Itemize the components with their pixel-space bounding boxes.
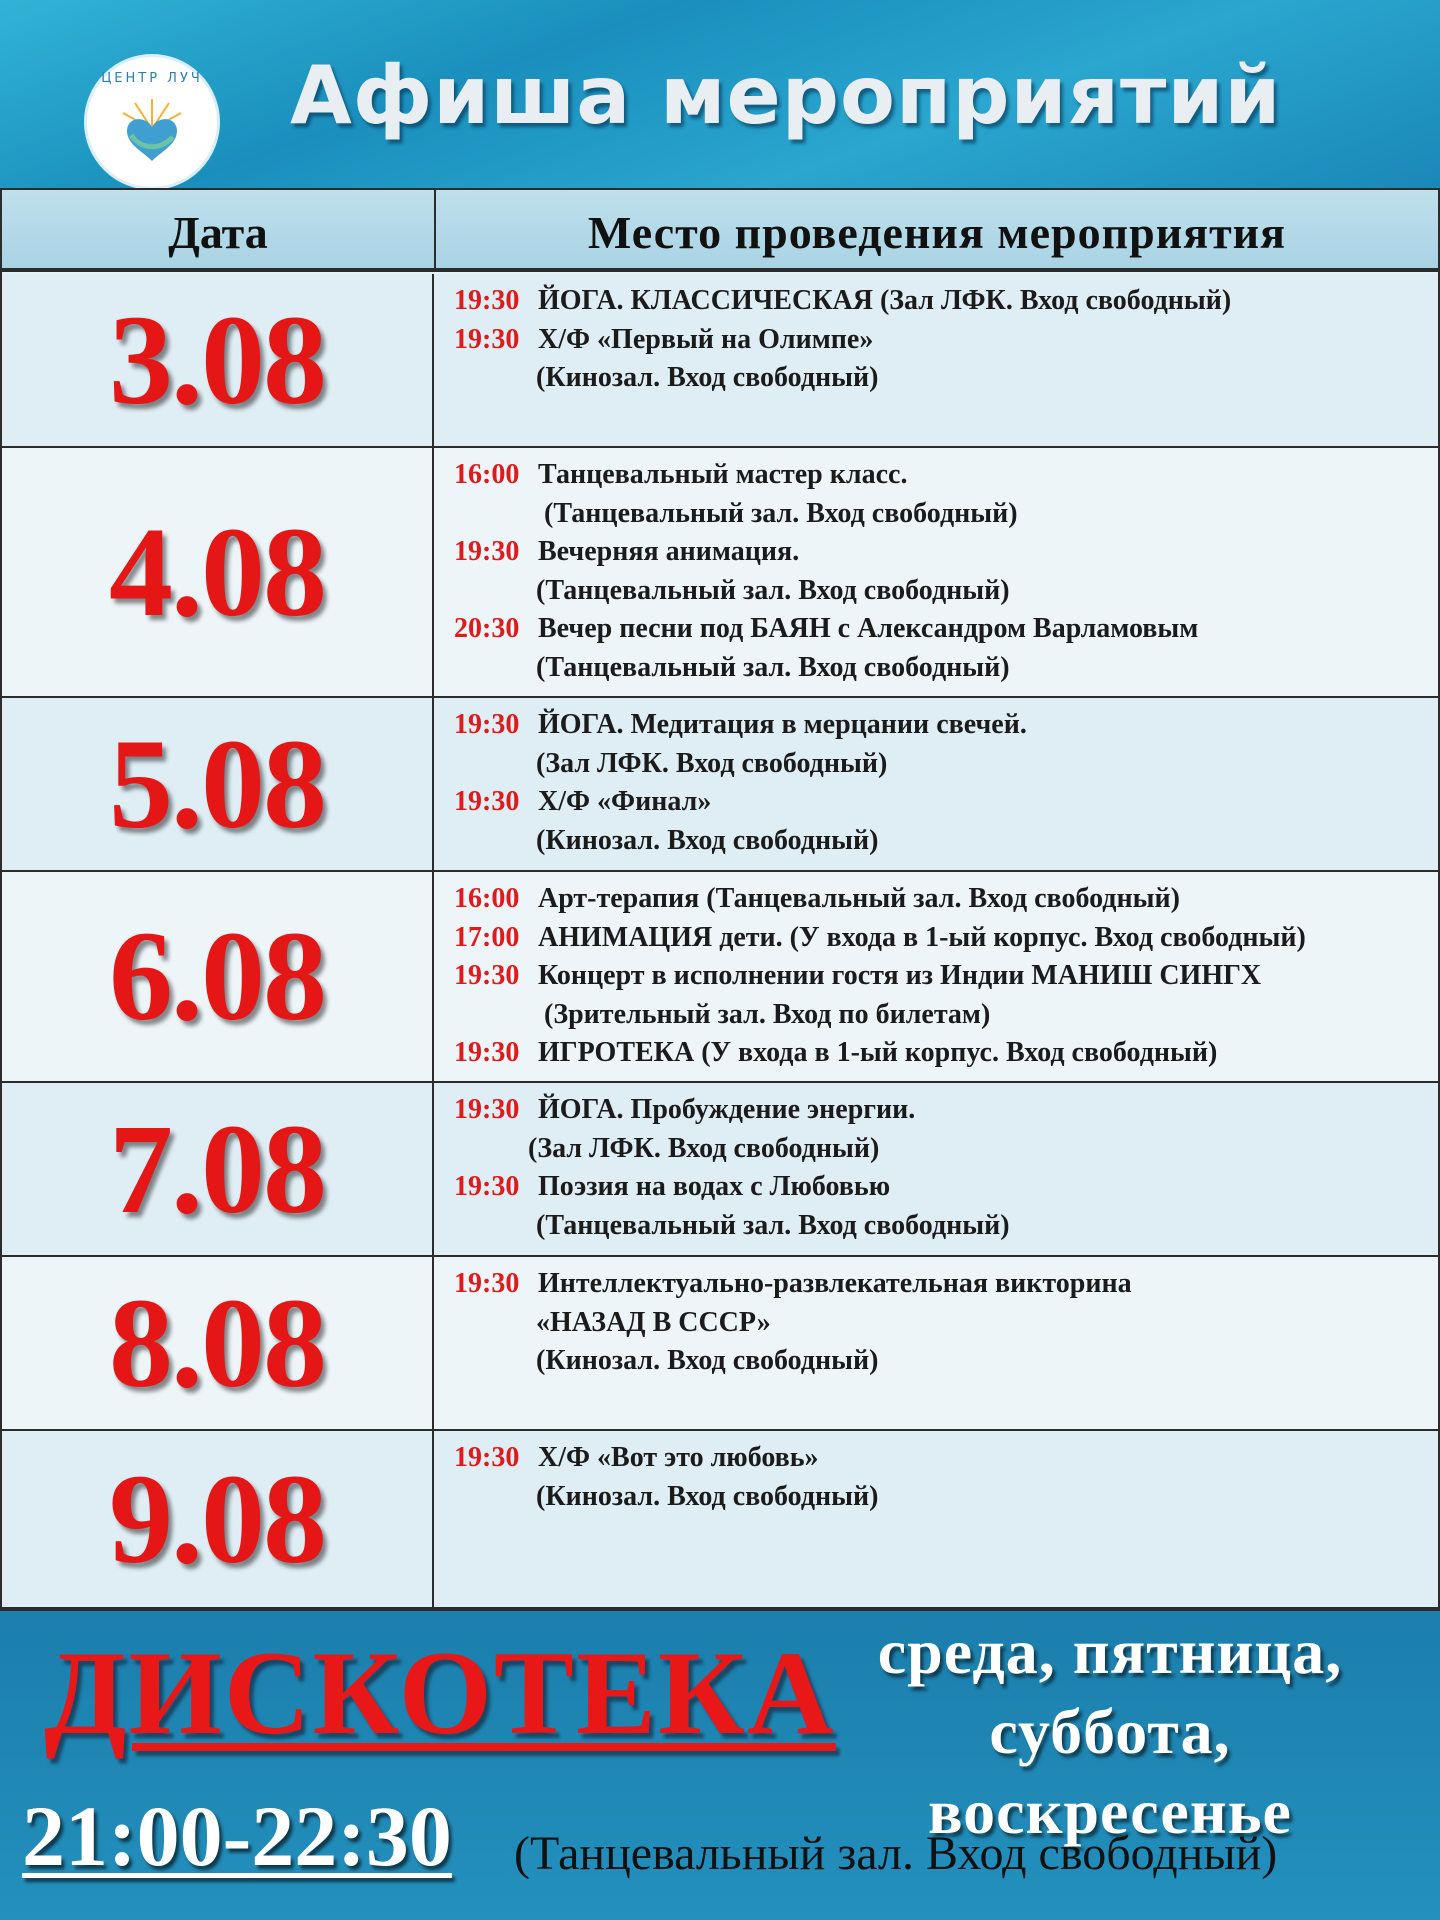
event-line [454, 1091, 1428, 1130]
event-title: Танцевальный мастер класс. [538, 459, 908, 490]
event-line [454, 321, 1428, 360]
table-row [2, 698, 1438, 872]
event-title: ЙОГА. Пробуждение энергии. [538, 1094, 916, 1125]
event-time: 19:30 [454, 285, 520, 316]
event-list [454, 1091, 1428, 1245]
event-title: Вечер песни под БАЯН с Александром Варламовым [538, 613, 1199, 644]
table-header [2, 190, 1438, 272]
event-title: Х/Ф «Вот это любовь» [538, 1442, 819, 1473]
event-list [454, 1439, 1428, 1516]
event-time: 16:00 [454, 883, 520, 914]
event-location: (Кинозал. Вход свободный) [536, 362, 879, 393]
event-date: 3.08 [2, 274, 434, 446]
event-line [454, 1034, 1428, 1073]
table-row [2, 1083, 1438, 1257]
disco-title: ДИСКОТЕКА [44, 1626, 836, 1759]
event-title: Х/Ф «Первый на Олимпе» [538, 323, 874, 355]
event-title: ЙОГА. КЛАССИЧЕСКАЯ (Зал ЛФК. Вход свободный) [538, 285, 1232, 316]
table-row [2, 1257, 1438, 1431]
event-line [454, 533, 1428, 572]
event-title: Вечерняя анимация. [538, 536, 800, 567]
event-location: (Зал ЛФК. Вход свободный) [528, 1132, 880, 1164]
event-time: 19:30 [454, 786, 520, 817]
event-time: 19:30 [454, 709, 520, 740]
disco-day-line: суббота, [989, 1696, 1231, 1767]
event-list [454, 880, 1428, 1073]
event-title: Арт-терапия (Танцевальный зал. Вход свободный) [538, 883, 1180, 914]
event-line [454, 880, 1428, 919]
table-row [2, 872, 1438, 1083]
event-title: Поэзия на водах с Любовью [538, 1171, 891, 1202]
event-list [454, 1265, 1428, 1381]
page-title: Афиша мероприятий [290, 49, 1282, 142]
event-title: Интеллектуально-развлекательная викторина [538, 1268, 1132, 1299]
disco-place: (Танцевальный зал. Вход свободный) [514, 1827, 1278, 1880]
table-row [2, 1431, 1438, 1609]
event-list [454, 456, 1428, 687]
event-title: ИГРОТЕКА (У входа в 1-ый корпус. Вход свободный) [538, 1037, 1218, 1068]
event-title: ЙОГА. Медитация в мерцании свечей. [538, 709, 1027, 740]
event-line [454, 1265, 1428, 1304]
event-line [454, 783, 1428, 822]
event-date: 4.08 [2, 448, 434, 696]
event-date: 5.08 [2, 698, 434, 870]
event-time: 19:30 [454, 1268, 520, 1299]
event-date: 8.08 [2, 1257, 434, 1429]
event-time: 19:30 [454, 1037, 520, 1068]
event-time: 17:00 [454, 921, 520, 953]
events-table [0, 188, 1440, 1611]
event-location: (Кинозал. Вход свободный) [536, 1345, 879, 1376]
event-time: 16:00 [454, 459, 520, 490]
table-row [2, 448, 1438, 698]
disco-time: 21:00-22:30 [22, 1788, 452, 1884]
event-date: 7.08 [2, 1083, 434, 1255]
event-line [454, 456, 1428, 495]
event-list [454, 282, 1428, 398]
event-location: «НАЗАД В СССР» [536, 1306, 771, 1338]
event-title: Концерт в исполнении гостя из Индии МАНИШ СИНГХ [538, 960, 1262, 991]
event-location: (Зрительный зал. Вход по билетам) [544, 998, 991, 1030]
disco-day-line: воскресенье [928, 1776, 1292, 1847]
heart-sun-icon [87, 57, 217, 187]
disco-days [800, 1612, 1420, 1852]
event-location: (Кинозал. Вход свободный) [536, 1480, 879, 1512]
event-date: 6.08 [2, 872, 434, 1081]
center-luch-logo [84, 54, 220, 190]
event-line [454, 610, 1428, 649]
event-time: 19:30 [454, 960, 520, 991]
event-time: 19:30 [454, 1442, 520, 1473]
event-time: 19:30 [454, 1171, 520, 1202]
event-time: 20:30 [454, 613, 520, 644]
event-location: (Кинозал. Вход свободный) [536, 824, 879, 856]
disco-day-line: среда, пятница, [877, 1616, 1343, 1687]
event-line [454, 957, 1428, 996]
event-line [454, 282, 1428, 321]
column-header-events: Место проведения мероприятия [587, 207, 1287, 258]
event-line [454, 1439, 1428, 1478]
event-title: Х/Ф «Финал» [538, 786, 712, 817]
table-row [2, 274, 1438, 448]
event-list [454, 706, 1428, 860]
event-time: 19:30 [454, 1094, 520, 1125]
event-location: (Танцевальный зал. Вход свободный) [536, 574, 1010, 606]
event-location: (Зал ЛФК. Вход свободный) [536, 747, 888, 779]
event-time: 19:30 [454, 536, 520, 567]
logo-text: ЦЕНТР ЛУЧ [101, 71, 203, 86]
event-location: (Танцевальный зал. Вход свободный) [536, 651, 1010, 683]
event-title: АНИМАЦИЯ дети. (У входа в 1-ый корпус. Вход свободный) [538, 921, 1306, 953]
event-location: (Танцевальный зал. Вход свободный) [544, 497, 1018, 529]
event-line [454, 919, 1428, 958]
event-line [454, 1168, 1428, 1207]
event-location: (Танцевальный зал. Вход свободный) [536, 1209, 1010, 1241]
event-date: 9.08 [2, 1431, 434, 1607]
column-header-date: Дата [2, 190, 436, 268]
event-line [454, 706, 1428, 745]
event-time: 19:30 [454, 323, 520, 355]
